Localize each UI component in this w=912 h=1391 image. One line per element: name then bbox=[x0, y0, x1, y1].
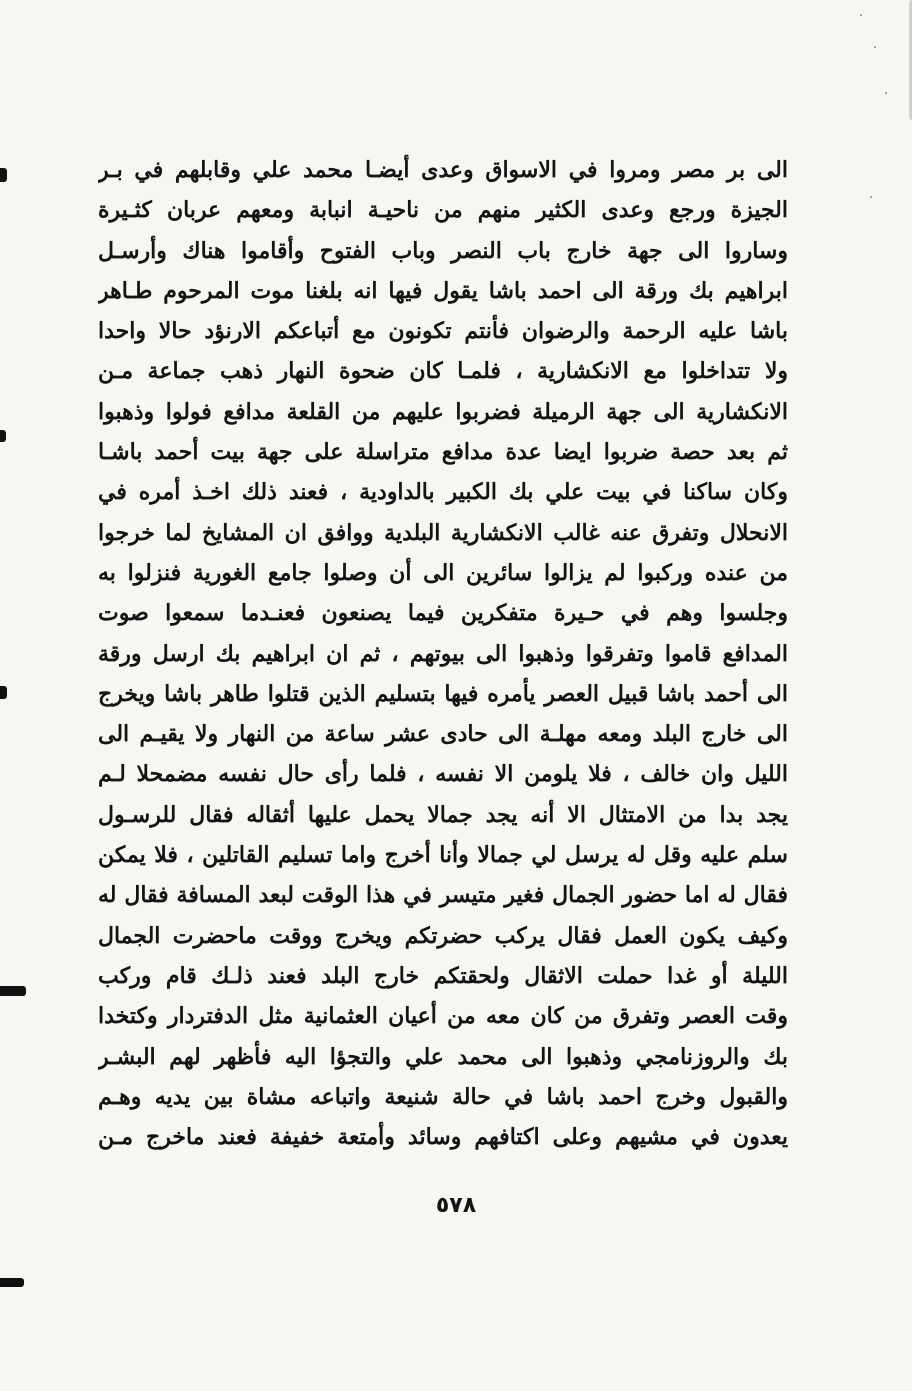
scan-speck bbox=[885, 92, 887, 94]
text-line: سلم عليه وقل له يرسل لي جمالا وأنا أخرج واما تسليم القاتلين ، فلا يمكن bbox=[98, 842, 788, 869]
scan-speck bbox=[870, 196, 872, 198]
text-line: بك والروزنامجي وذهبوا الى محمد علي والتجؤا اليه فأظهر لهم البشـر bbox=[98, 1043, 788, 1070]
scan-speck bbox=[860, 14, 862, 16]
text-line: وكان ساكنا في بيت علي بك الكبير بالداودية ، فعند ذلك اخـذ أمره في bbox=[98, 479, 788, 506]
text-line: يعدون في مشيهم وعلى اكتافهم وسائد وأمتعة خفيفة فعند ماخرج مـن bbox=[98, 1124, 788, 1151]
text-line: الليلة أو غدا حملت الاثقال ولحقتكم خارج البلد فعند ذلـك قام وركب bbox=[98, 962, 788, 989]
text-line: وقت العصر وتفرق من كان معه من أعيان العثمانية مثل الدفتردار وكتخدا bbox=[98, 1003, 788, 1030]
binding-mark bbox=[0, 168, 7, 182]
text-line: فقال له اما حضور الجمال فغير متيسر في هذا الوقت لبعد المسافة فقال له bbox=[98, 882, 788, 909]
text-line: والقبول وخرج احمد باشا في حالة شنيعة واتباعه مشاة بين يديه وهـم bbox=[98, 1083, 788, 1110]
page-number: ٥٧٨ bbox=[435, 1193, 477, 1218]
text-line: يجد بدا من الامتثال الا أنه يجد جمالا يحمل عليها أثقاله فقال للرسـول bbox=[98, 801, 788, 828]
text-line: الانكشارية الى جهة الرميلة فضربوا عليهم من القلعة مدافع فولوا وذهبوا bbox=[98, 398, 788, 425]
text-line: الى بر مصر ومروا في الاسواق وعدى أيضـا محمد علي وقابلهم في بـر bbox=[98, 157, 788, 183]
body-text bbox=[98, 150, 788, 1157]
text-line: المدافع قاموا وتفرقوا وذهبوا الى بيوتهم ، ثم ان ابراهيم بك ارسل ورقة bbox=[98, 640, 788, 667]
text-line: باشا عليه الرحمة والرضوان فأنتم تكونون مع أتباعكم الارنؤد حالا واحدا bbox=[98, 318, 788, 345]
text-line: وكيف يكون العمل فقال يركب حضرتكم ويخرج ووقت ماحضرت الجمال bbox=[98, 922, 788, 949]
binding-mark bbox=[0, 986, 26, 996]
binding-mark bbox=[0, 1278, 24, 1287]
text-line: ابراهيم بك ورقة الى احمد باشا يقول فيها انه بلغنا موت المرحوم طـاهر bbox=[98, 277, 788, 304]
text-line: وجلسوا وهم في حـيرة متفكرين فيما يصنعون فعنـدما سمعوا صوت bbox=[98, 600, 788, 627]
text-line: ولا تتداخلوا مع الانكشارية ، فلمـا كان ضحوة النهار ذهب جماعة مـن bbox=[98, 358, 788, 385]
text-line: الجيزة ورجع وعدى الكثير منهم من ناحيـة انبابة ومعهم عربان كثـيرة bbox=[98, 197, 788, 224]
text-line: من عنده وركبوا لم يزالوا سائرين الى أن وصلوا جامع الغورية فنزلوا به bbox=[98, 559, 788, 586]
text-line: وساروا الى جهة خارج باب النصر وباب الفتوح وأقاموا هناك وأرسـل bbox=[98, 237, 788, 264]
text-line: الليل وان خالف ، فلا يلومن الا نفسه ، فلما رأى حال نفسه مضمحلا لـم bbox=[98, 761, 788, 788]
scan-speck bbox=[874, 46, 876, 48]
binding-mark bbox=[0, 430, 6, 442]
binding-mark bbox=[0, 686, 7, 699]
text-line: الى أحمد باشا قبيل العصر يأمره فيها بتسليم الذين قتلوا طاهر باشا ويخرج bbox=[98, 680, 788, 707]
text-line: ثم بعد حصة ضربوا ايضا عدة مدافع متراسلة على جهة بيت أحمد باشـا bbox=[98, 439, 788, 466]
text-line: الانحلال وتفرق عنه غالب الانكشارية البلدية ووافق ان المشايخ لما خرجوا bbox=[98, 519, 788, 546]
text-line: الى خارج البلد ومعه مهلـة الى حادى عشر ساعة من النهار ولا يقيـم الى bbox=[98, 721, 788, 748]
